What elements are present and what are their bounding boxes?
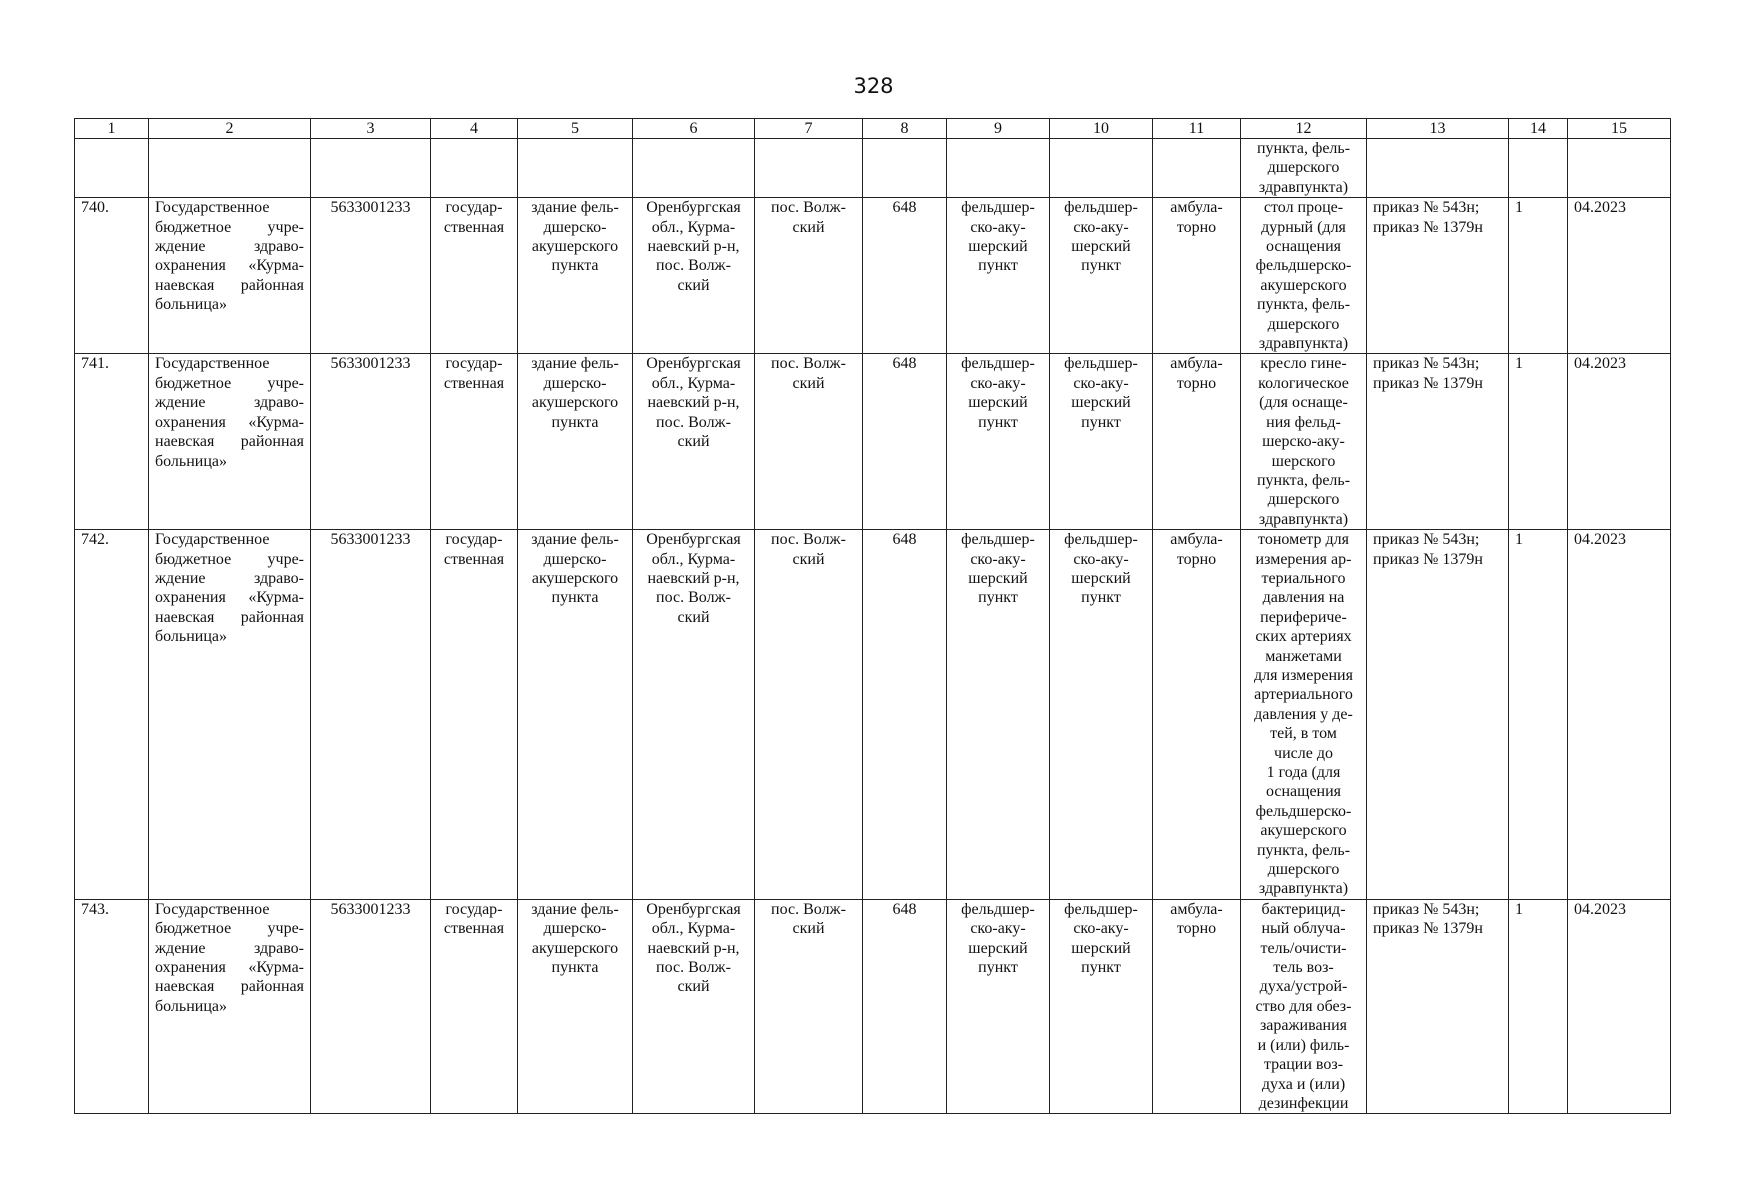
continuation-row	[75, 139, 1671, 198]
ownership-cell: государ- ственная	[431, 354, 518, 530]
date-cell: 04.2023	[1568, 354, 1671, 530]
row-number-cell: 743.	[75, 899, 149, 1113]
building-cell: здание фель- дшерско- акушерского пункта	[518, 530, 633, 900]
ownership-cell: государ- ственная	[431, 530, 518, 900]
locality-cell: пос. Волж- ский	[755, 198, 863, 354]
locality-cell: пос. Волж- ский	[755, 354, 863, 530]
column-number: 1	[75, 119, 149, 139]
building-cell: здание фель- дшерско- акушерского пункта	[518, 354, 633, 530]
locality-cell: пос. Волж- ский	[755, 530, 863, 900]
population-cell: 648	[863, 198, 947, 354]
column-number: 10	[1050, 119, 1153, 139]
organization-cell: Государственное бюджетное учре-ждение здраво-охранения «Курма-наевская районная больница»	[149, 899, 311, 1113]
column-number: 15	[1568, 119, 1671, 139]
row-number-cell: 742.	[75, 530, 149, 900]
quantity-cell: 1	[1509, 354, 1568, 530]
organization-cell: Государственное бюджетное учре-ждение здраво-охранения «Курма-наевская районная больница»	[149, 530, 311, 900]
table-row	[75, 899, 1671, 1113]
address-cell: Оренбургская обл., Курма- наевский р-н, пос. Волж- ский	[633, 354, 755, 530]
care-form-cell: амбула- торно	[1153, 354, 1241, 530]
column-number: 7	[755, 119, 863, 139]
order-cell: приказ № 543н; приказ № 1379н	[1367, 198, 1509, 354]
population-cell: 648	[863, 354, 947, 530]
order-cell: приказ № 543н; приказ № 1379н	[1367, 899, 1509, 1113]
inn-cell: 5633001233	[311, 198, 431, 354]
quantity-cell: 1	[1509, 198, 1568, 354]
care-form-cell: амбула- торно	[1153, 530, 1241, 900]
care-form-cell: амбула- торно	[1153, 198, 1241, 354]
column-number: 14	[1509, 119, 1568, 139]
column-number: 6	[633, 119, 755, 139]
facility-type-cell: фельдшер- ско-аку- шерский пункт	[947, 354, 1050, 530]
table-row	[75, 198, 1671, 354]
locality-cell: пос. Волж- ский	[755, 899, 863, 1113]
inn-cell: 5633001233	[311, 354, 431, 530]
equipment-cell: тонометр для измерения ар- териального давления на периферичe- ских артериях манжетами для измерения артериального давления у де- тей, в том числе до 1 года (для оснащения фельдшерско- акушерского пункта, фель- дшерского здравпункта)	[1241, 530, 1367, 900]
column-number: 2	[149, 119, 311, 139]
unit-type-cell: фельдшер- ско-аку- шерский пункт	[1050, 899, 1153, 1113]
population-cell: 648	[863, 530, 947, 900]
care-form-cell: амбула- торно	[1153, 899, 1241, 1113]
quantity-cell: 1	[1509, 530, 1568, 900]
column-number: 12	[1241, 119, 1367, 139]
address-cell: Оренбургская обл., Курма- наевский р-н, пос. Волж- ский	[633, 198, 755, 354]
unit-type-cell: фельдшер- ско-аку- шерский пункт	[1050, 530, 1153, 900]
facility-type-cell: фельдшер- ско-аку- шерский пункт	[947, 899, 1050, 1113]
ownership-cell: государ- ственная	[431, 198, 518, 354]
unit-type-cell: фельдшер- ско-аку- шерский пункт	[1050, 354, 1153, 530]
organization-cell: Государственное бюджетное учре-ждение здраво-охранения «Курма-наевская районная больница»	[149, 198, 311, 354]
column-number: 9	[947, 119, 1050, 139]
unit-type-cell: фельдшер- ско-аку- шерский пункт	[1050, 198, 1153, 354]
column-number: 13	[1367, 119, 1509, 139]
page-number: 328	[853, 74, 894, 98]
facility-type-cell: фельдшер- ско-аку- шерский пункт	[947, 530, 1050, 900]
date-cell: 04.2023	[1568, 899, 1671, 1113]
ownership-cell: государ- ственная	[431, 899, 518, 1113]
column-number: 5	[518, 119, 633, 139]
order-cell: приказ № 543н; приказ № 1379н	[1367, 354, 1509, 530]
inn-cell: 5633001233	[311, 530, 431, 900]
registry-table	[74, 118, 1671, 1114]
equipment-cell: стол проце- дурный (для оснащения фельдшерско- акушерского пункта, фель- дшерского здравпункта)	[1241, 198, 1367, 354]
population-cell: 648	[863, 899, 947, 1113]
column-number: 3	[311, 119, 431, 139]
row-number-cell: 740.	[75, 198, 149, 354]
facility-type-cell: фельдшер- ско-аку- шерский пункт	[947, 198, 1050, 354]
organization-cell: Государственное бюджетное учре-ждение здраво-охранения «Курма-наевская районная больница»	[149, 354, 311, 530]
column-number: 4	[431, 119, 518, 139]
equipment-cell: пункта, фель- дшерского здравпункта)	[1241, 139, 1367, 198]
quantity-cell: 1	[1509, 899, 1568, 1113]
equipment-cell: кресло гине- кологическое (для оснаще- ния фельд- шерско-аку- шерского пункта, фель- дшерского здравпункта)	[1241, 354, 1367, 530]
table-row	[75, 530, 1671, 900]
column-number: 8	[863, 119, 947, 139]
column-number-row	[75, 119, 1671, 139]
order-cell: приказ № 543н; приказ № 1379н	[1367, 530, 1509, 900]
table-row	[75, 354, 1671, 530]
building-cell: здание фель- дшерско- акушерского пункта	[518, 198, 633, 354]
date-cell: 04.2023	[1568, 530, 1671, 900]
building-cell: здание фель- дшерско- акушерского пункта	[518, 899, 633, 1113]
inn-cell: 5633001233	[311, 899, 431, 1113]
column-number: 11	[1153, 119, 1241, 139]
date-cell: 04.2023	[1568, 198, 1671, 354]
row-number-cell: 741.	[75, 354, 149, 530]
address-cell: Оренбургская обл., Курма- наевский р-н, пос. Волж- ский	[633, 530, 755, 900]
address-cell: Оренбургская обл., Курма- наевский р-н, пос. Волж- ский	[633, 899, 755, 1113]
equipment-cell: бактерицид- ный облуча- тель/очисти- тель воз- духа/устрой- ство для обез- зараживания и (или) филь- трации воз- духа и (или) дезинфекции	[1241, 899, 1367, 1113]
